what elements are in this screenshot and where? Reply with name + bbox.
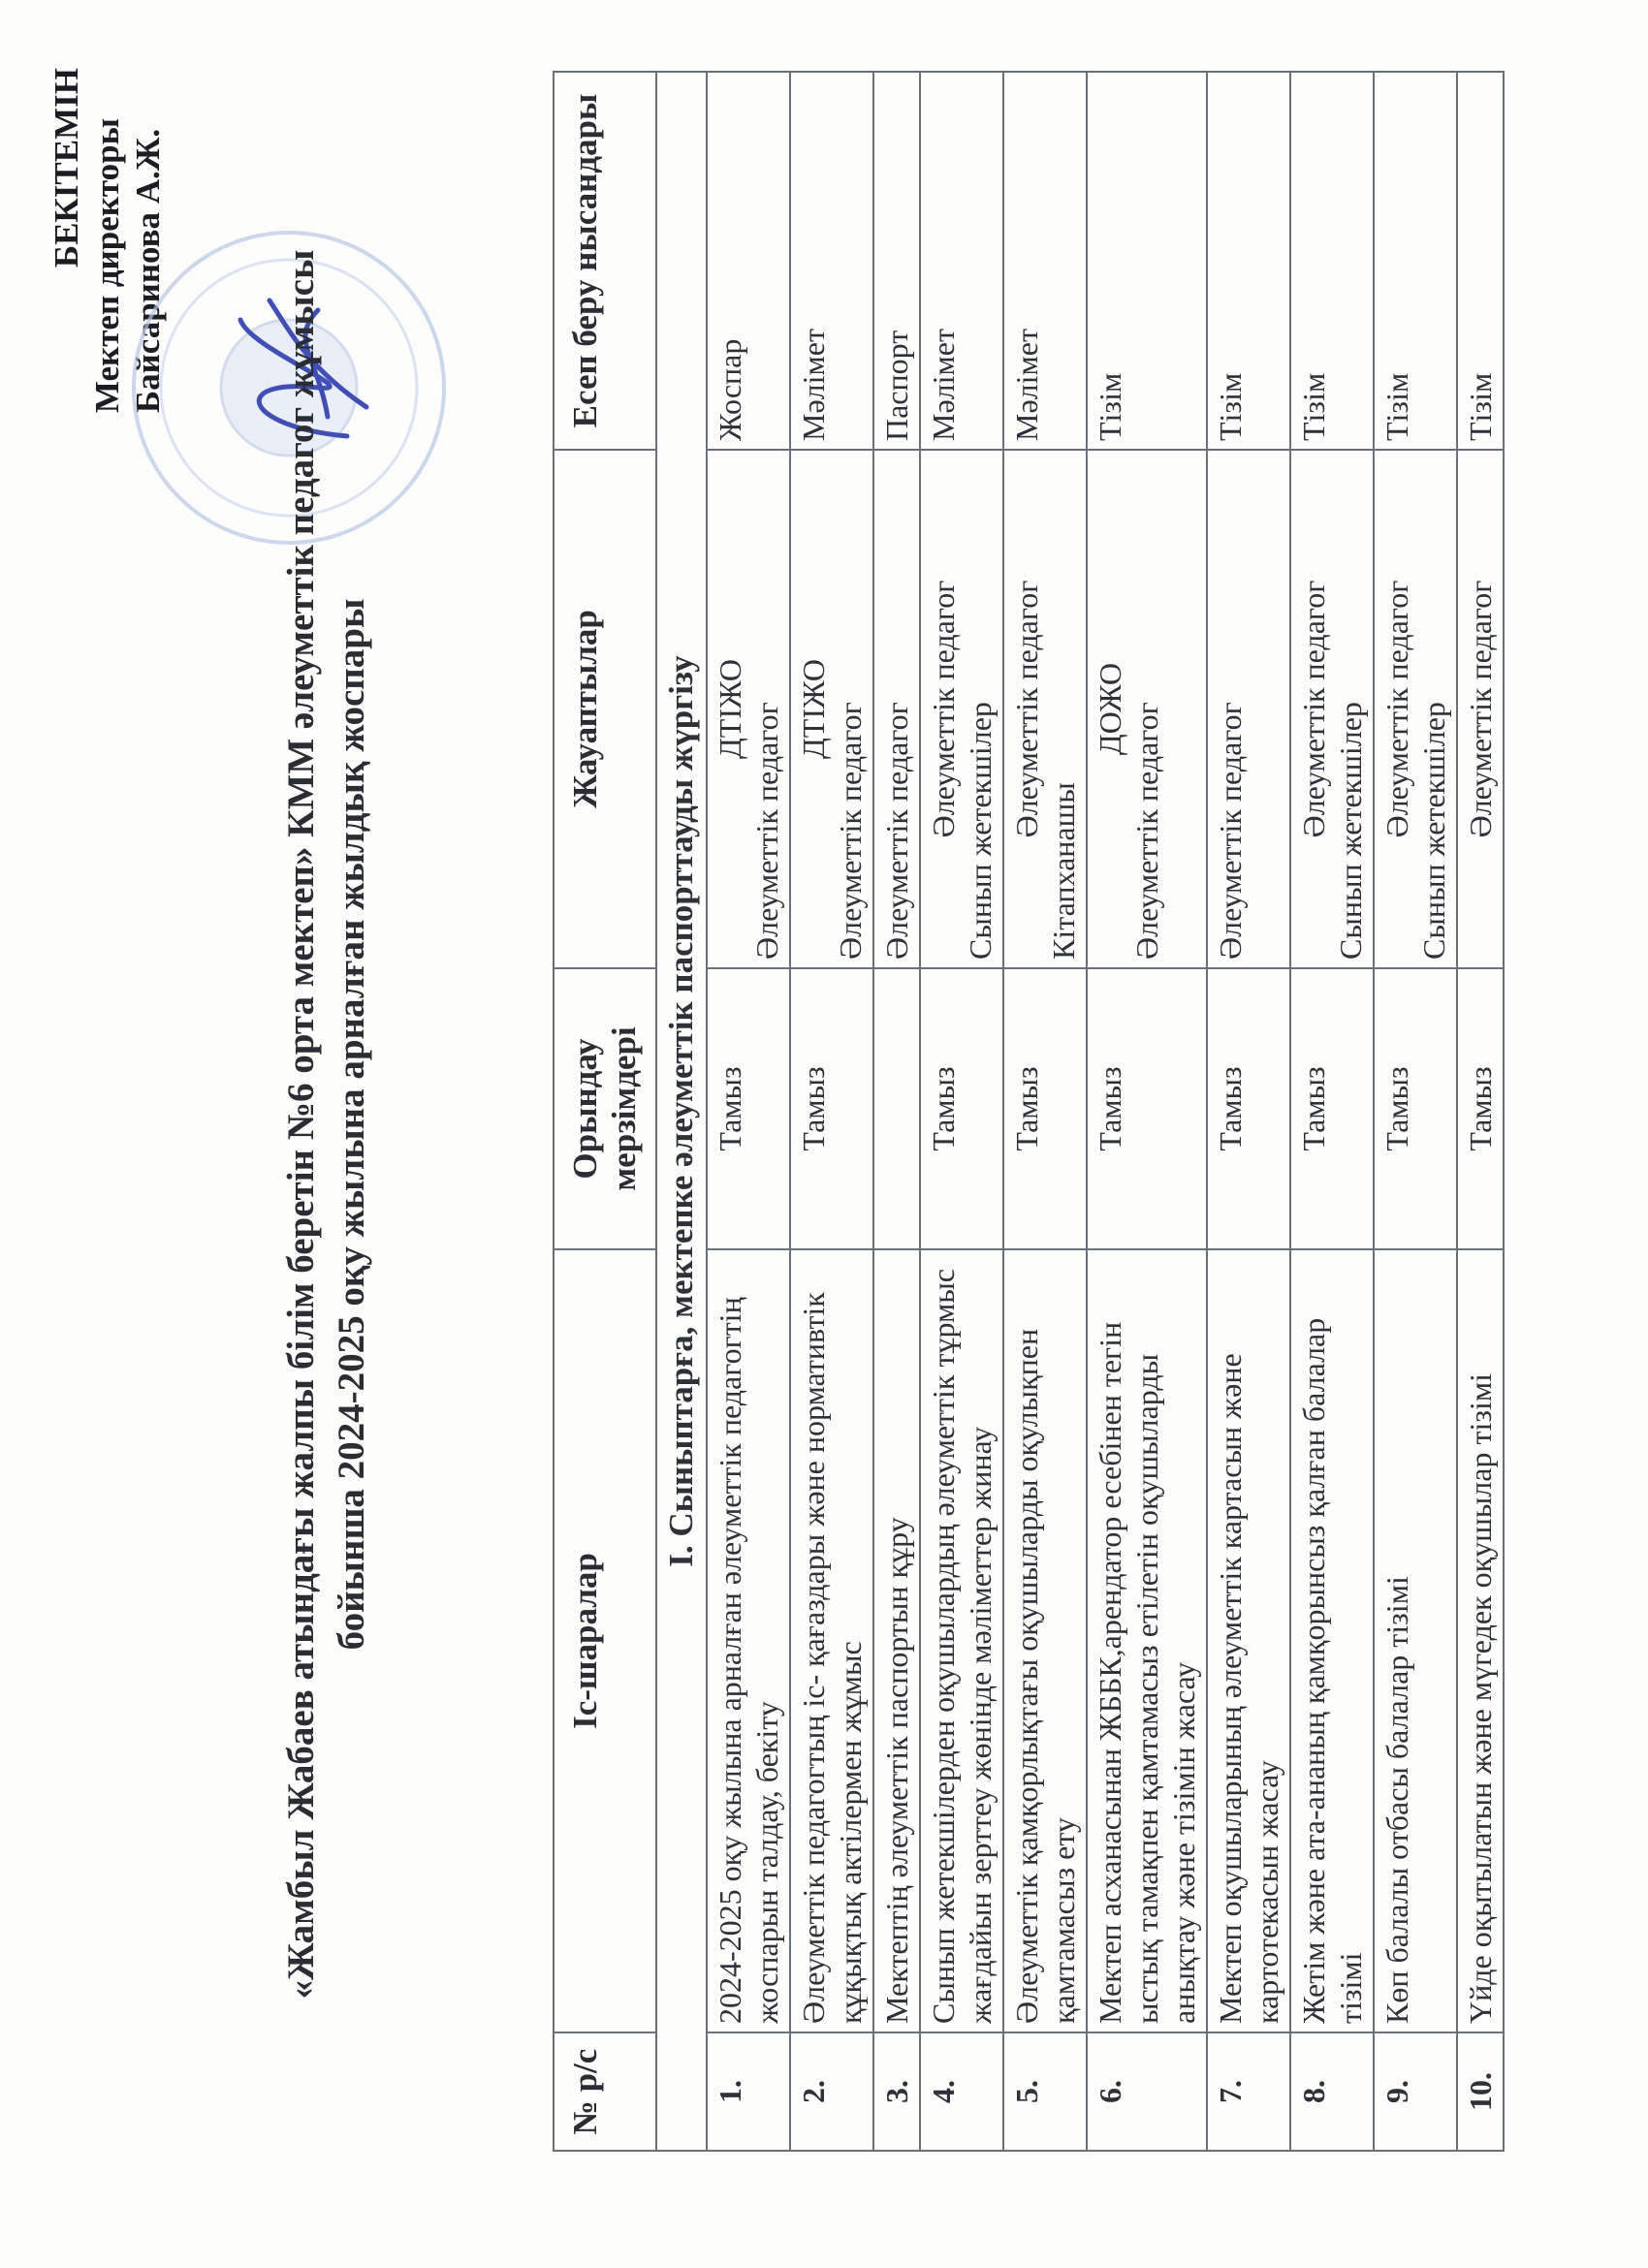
row-term: Тамыз xyxy=(790,968,873,1249)
row-term: Тамыз xyxy=(1290,968,1374,1249)
row-responsible xyxy=(920,450,1003,968)
row-number: 5. xyxy=(1003,2032,1087,2151)
row-report-form: Мәлімет xyxy=(920,72,1003,450)
approval-heading: БЕКІТЕМІН xyxy=(48,68,85,268)
row-term: Тамыз xyxy=(1374,968,1457,1249)
approval-name: Байсаринова А.Ж. xyxy=(129,128,167,414)
row-report-form: Тізім xyxy=(1457,72,1504,450)
row-activity: 2024-2025 оқу жылына арналған әлеуметтік педагогтің жоспарын талдау, бекіту xyxy=(707,1249,790,2032)
row-number: 6. xyxy=(1087,2032,1207,2151)
approval-position: Мектеп директоры xyxy=(88,118,126,414)
row-number: 1. xyxy=(707,2032,790,2151)
table-row xyxy=(1290,72,1374,2151)
row-number: 4. xyxy=(920,2032,1003,2151)
table-row xyxy=(920,72,1003,2151)
responsible-primary: Әлеуметтік педагог xyxy=(926,580,961,838)
row-report-form: Паспорт xyxy=(873,72,920,450)
row-report-form: Тізім xyxy=(1087,72,1207,450)
header-responsible: Жауаптылар xyxy=(554,450,656,968)
table-row xyxy=(1457,72,1504,2151)
responsible-primary: Әлеуметтік педагог xyxy=(1009,580,1044,838)
responsible-secondary: Әлеуметтік педагог xyxy=(749,702,784,960)
row-responsible xyxy=(1374,450,1457,968)
row-term: Тамыз xyxy=(1457,968,1504,1249)
header-term: Орындау мерзімдері xyxy=(554,968,656,1249)
table-row xyxy=(1087,72,1207,2151)
row-responsible xyxy=(1087,450,1207,968)
row-activity: Үйде оқытылатын және мүгедек оқушылар тізімі xyxy=(1457,1249,1504,2032)
responsible-secondary: Әлеуметтік педагог xyxy=(879,702,914,960)
section-heading: І. Сыныптарға, мектепке әлеуметтік паспорттауды жүргізу xyxy=(656,72,707,2151)
row-responsible xyxy=(790,450,873,968)
row-report-form: Тізім xyxy=(1207,72,1290,450)
row-report-form: Жоспар xyxy=(707,72,790,450)
table-row xyxy=(1003,72,1087,2151)
row-term: Тамыз xyxy=(1207,968,1290,1249)
row-report-form: Мәлімет xyxy=(790,72,873,450)
header-activity: Іс-шаралар xyxy=(554,1249,656,2032)
row-number: 2. xyxy=(790,2032,873,2151)
responsible-secondary: Сынып жетекшілер xyxy=(963,702,998,960)
row-activity: Мектеп оқушыларының әлеуметтік картасын және картотекасын жасау xyxy=(1207,1249,1290,2032)
table-row xyxy=(707,72,790,2151)
table-header-row xyxy=(554,72,656,2151)
row-number: 10. xyxy=(1457,2032,1504,2151)
row-responsible xyxy=(707,450,790,968)
row-activity: Мектептің әлеуметтік паспортын құру xyxy=(873,1249,920,2032)
row-responsible xyxy=(1003,450,1087,968)
responsible-primary: ДТІЖО xyxy=(713,659,747,760)
row-report-form: Тізім xyxy=(1290,72,1374,450)
row-term: Тамыз xyxy=(920,968,1003,1249)
row-number: 3. xyxy=(873,2032,920,2151)
row-activity: Жетім және ата-ананың қамқорынсыз қалған балалар тізімі xyxy=(1290,1249,1374,2032)
row-term: Тамыз xyxy=(707,968,790,1249)
table-row xyxy=(873,72,920,2151)
table-row xyxy=(790,72,873,2151)
row-responsible xyxy=(873,450,920,968)
row-report-form: Тізім xyxy=(1374,72,1457,450)
row-responsible xyxy=(1457,450,1504,968)
header-number: № р/с xyxy=(554,2032,656,2151)
document-title xyxy=(276,126,377,2123)
row-term xyxy=(873,968,920,1249)
row-activity: Көп балалы отбасы балалар тізімі xyxy=(1374,1249,1457,2032)
responsible-primary: ДОЖО xyxy=(1093,662,1127,756)
row-responsible xyxy=(1207,450,1290,968)
responsible-secondary: Сынып жетекшілер xyxy=(1333,702,1368,960)
responsible-primary: Әлеуметтік педагог xyxy=(1379,580,1414,838)
table-row xyxy=(1374,72,1457,2151)
title-line-1: «Жамбыл Жабаев атындағы жалпы білім беретін №6 орта мектеп» КММ әлеуметтік педагог жұмысы xyxy=(280,249,322,2000)
row-activity: Сынып жетекшілерден оқушылардың әлеуметтік тұрмыс жағдайын зерттеу жөнінде мәліметтер жинау xyxy=(920,1249,1003,2032)
row-number: 7. xyxy=(1207,2032,1290,2151)
row-report-form: Мәлімет xyxy=(1003,72,1087,450)
row-activity: Мектеп асханасынан ЖББК,арендатор есебінен тегін ыстық тамақпен қамтамасыз етілетін оқушыларды анықтау және тізімін жасау xyxy=(1087,1249,1207,2032)
responsible-secondary: Әлеуметтік педагог xyxy=(1129,702,1164,960)
responsible-secondary: Әлеуметтік педагог xyxy=(833,702,868,960)
row-number: 9. xyxy=(1374,2032,1457,2151)
row-responsible xyxy=(1290,450,1374,968)
responsible-primary: Әлеуметтік педагог xyxy=(1296,580,1331,838)
row-number: 8. xyxy=(1290,2032,1374,2151)
header-report-form: Есеп беру нысандары xyxy=(554,72,656,450)
row-activity: Әлеуметтік қамқорлықтағы оқушыларды оқулықпен қамтамасыз ету xyxy=(1003,1249,1087,2032)
table-row xyxy=(1207,72,1290,2151)
row-activity: Әлеуметтік педагогтың іс- қағаздары және нормативтік құқықтық актілермен жұмыс xyxy=(790,1249,873,2032)
responsible-secondary: Әлеуметтік педагог xyxy=(1213,702,1248,960)
row-term: Тамыз xyxy=(1003,968,1087,1249)
plan-table xyxy=(553,71,1505,2152)
responsible-secondary: Сынып жетекшілер xyxy=(1416,702,1451,960)
responsible-secondary: Кітапханашы xyxy=(1046,782,1081,960)
responsible-primary: ДТІЖО xyxy=(796,659,831,760)
row-term: Тамыз xyxy=(1087,968,1207,1249)
title-line-2: бойынша 2024-2025 оқу жылына арналған жылдық жоспары xyxy=(331,598,372,1651)
responsible-primary: Әлеуметтік педагог xyxy=(1463,580,1498,838)
section-heading-row xyxy=(656,72,707,2151)
